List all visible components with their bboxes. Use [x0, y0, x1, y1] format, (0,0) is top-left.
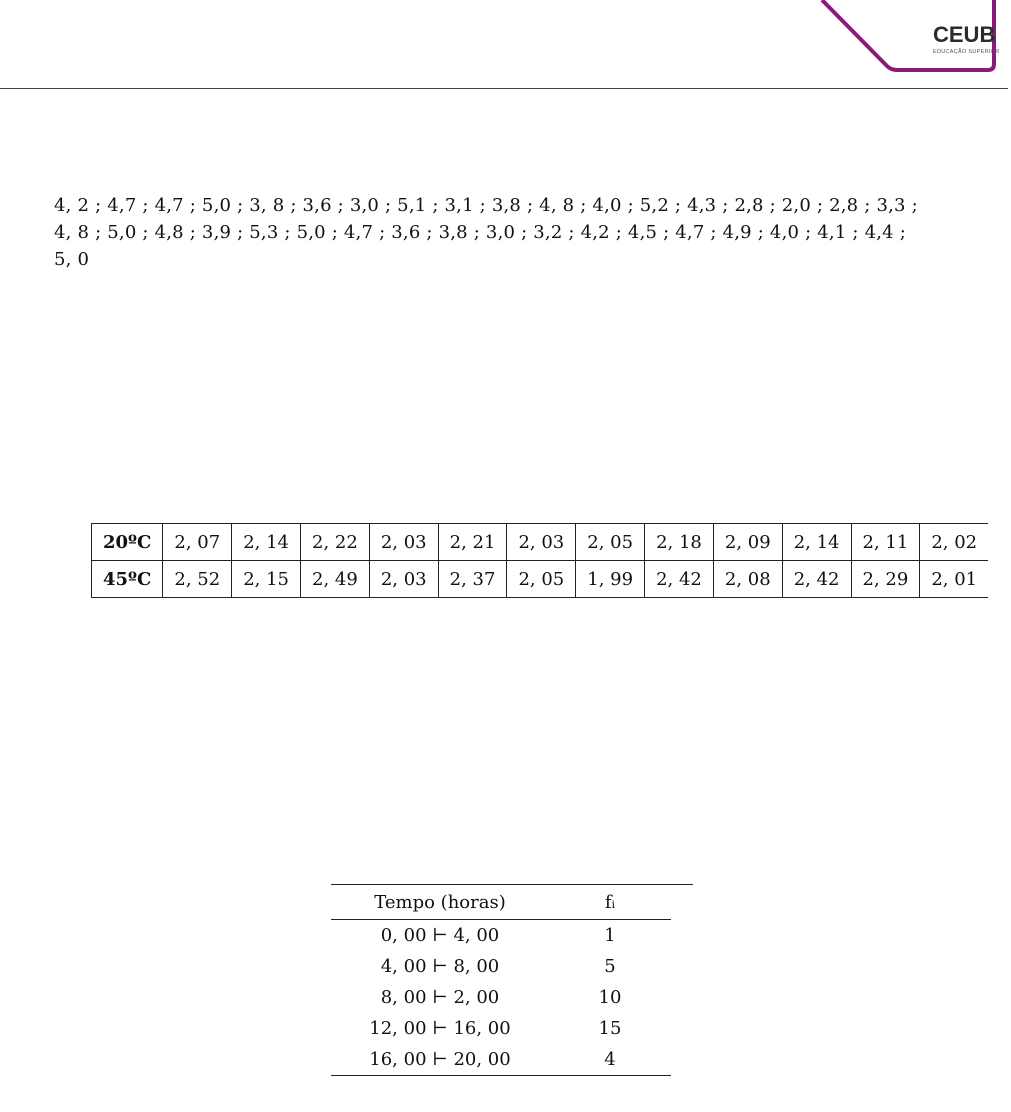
table-cell: 2, 14 — [232, 524, 301, 561]
table-cell: 2, 22 — [301, 524, 370, 561]
frequency-cell: 4 — [604, 1049, 616, 1070]
column-header-time: Tempo (horas) — [331, 885, 549, 920]
table-cell: 2, 07 — [163, 524, 232, 561]
time-interval-cell: 0, 00 ⊢ 4, 00 — [380, 925, 500, 946]
table-cell: 2, 03 — [369, 524, 438, 561]
table-cell: 1, 99 — [576, 561, 645, 598]
table-row — [331, 951, 671, 982]
table-row — [331, 982, 671, 1013]
frequency-cell: 5 — [604, 956, 616, 977]
time-interval-cell: 12, 00 ⊢ 16, 00 — [369, 1018, 511, 1039]
header-divider — [0, 88, 1008, 89]
table-row — [331, 1013, 671, 1044]
table-cell: 2, 03 — [507, 524, 576, 561]
table-cell: 2, 21 — [438, 524, 507, 561]
table-cell: 2, 03 — [369, 561, 438, 598]
frequency-table — [331, 884, 693, 1076]
data-line: 4, 8 ; 5,0 ; 4,8 ; 3,9 ; 5,3 ; 5,0 ; 4,7 ; 3,6 ; 3,8 ; 3,0 ; 3,2 ; 4,2 ; 4,5 ; 4,7 ; 4,9 ; 4,0 ; 4,1 ; 4,4 ; — [54, 222, 907, 243]
table-cell: 2, 37 — [438, 561, 507, 598]
table-cell: 2, 02 — [920, 524, 988, 561]
table-cell: 2, 11 — [851, 524, 920, 561]
row-label: 20ºC — [92, 524, 163, 561]
table-row — [331, 920, 671, 952]
table-row — [92, 561, 989, 598]
time-interval-cell: 4, 00 ⊢ 8, 00 — [380, 956, 500, 977]
time-interval-cell: 8, 00 ⊢ 2, 00 — [380, 987, 500, 1008]
row-label: 45ºC — [92, 561, 163, 598]
frequency-cell: 15 — [598, 1018, 622, 1039]
logo-tagline: EDUCAÇÃO SUPERIOR — [933, 49, 1000, 55]
column-header-frequency: fᵢ — [549, 885, 671, 920]
logo-text: CEUB — [933, 22, 996, 47]
table-cell: 2, 52 — [163, 561, 232, 598]
table-row — [92, 524, 989, 561]
time-interval-cell: 16, 00 ⊢ 20, 00 — [369, 1049, 511, 1070]
table-cell: 2, 18 — [645, 524, 714, 561]
frequency-cell: 1 — [604, 925, 616, 946]
ceub-logo — [800, 0, 1011, 80]
table-cell: 2, 05 — [576, 524, 645, 561]
data-line: 5, 0 — [54, 249, 90, 270]
table-cell: 2, 14 — [782, 524, 851, 561]
temperature-table — [91, 523, 988, 598]
data-list — [54, 192, 974, 273]
table-bottom-rule — [331, 1075, 671, 1076]
table-cell: 2, 15 — [232, 561, 301, 598]
frequency-cell: 10 — [598, 987, 622, 1008]
table-cell: 2, 05 — [507, 561, 576, 598]
table-cell: 2, 08 — [713, 561, 782, 598]
table-cell: 2, 29 — [851, 561, 920, 598]
table-cell: 2, 42 — [645, 561, 714, 598]
table-cell: 2, 09 — [713, 524, 782, 561]
data-line: 4, 2 ; 4,7 ; 4,7 ; 5,0 ; 3, 8 ; 3,6 ; 3,0 ; 5,1 ; 3,1 ; 3,8 ; 4, 8 ; 4,0 ; 5,2 ; 4,3 ; 2,8 ; 2,0 ; 2,8 ; 3,3 ; — [54, 195, 918, 216]
table-cell: 2, 42 — [782, 561, 851, 598]
table-cell: 2, 49 — [301, 561, 370, 598]
table-cell: 2, 01 — [920, 561, 988, 598]
table-row — [331, 1044, 671, 1075]
